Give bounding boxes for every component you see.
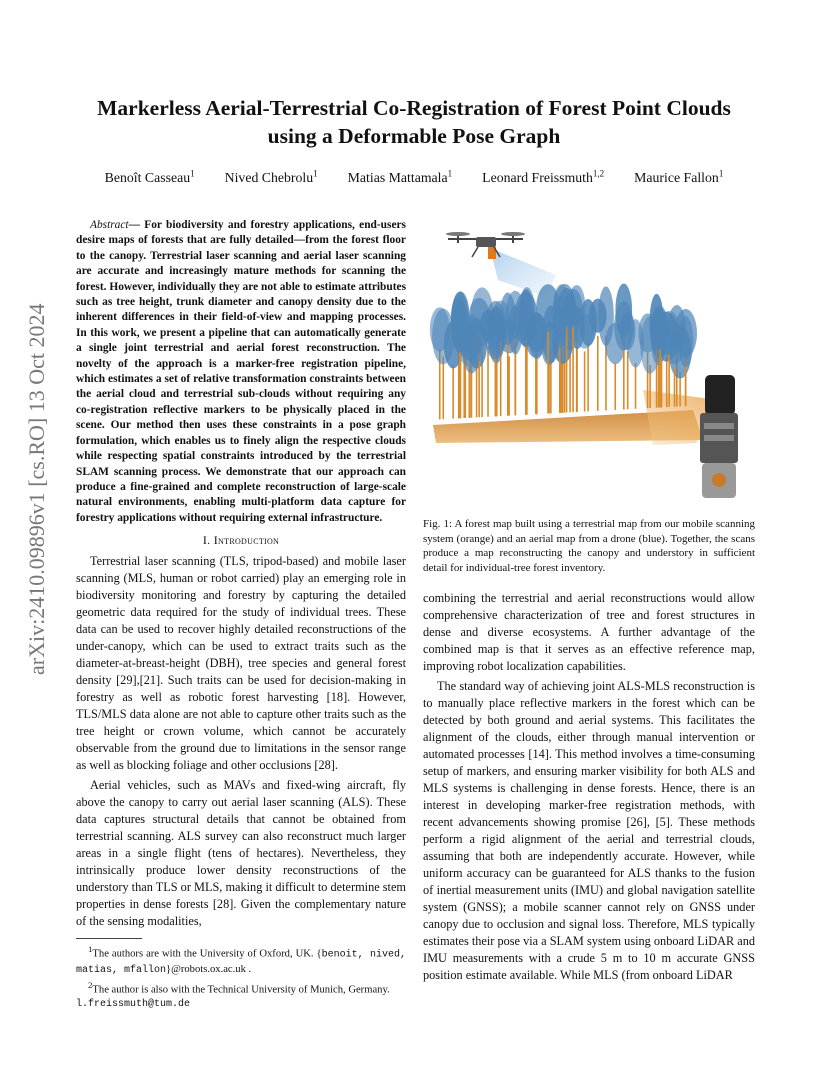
paragraph: Aerial vehicles, such as MAVs and fixed-wing aircraft, fly above the canopy to carry out aerial laser scanning (ALS). These data captures structural details that cannot be obtained from terrestrial scanning. ALS survey can also reconstruct much larger areas in a single flight (tens of hectares). Nevertheless, they intrinsically produce lower density reconstructions of the understory than TLS or MLS, making it difficult to determine stem properties in dense forests [28]. Given the complementary nature of the sensing modalities, [76,778,406,928]
tree-canopy [575,314,594,349]
section-heading: I. Introduction [202,533,280,547]
arxiv-stamp [12,280,52,680]
tree-canopy [508,305,523,355]
mobile-scanner-icon [700,375,738,498]
tree-canopy [484,301,507,360]
footnote-1: $^1$The authors are with the University of Oxford, UK. {benoit, nived, matias, mfallon}@robots.ox.ac.uk . [76,944,407,976]
figure-forest-map [428,215,758,510]
footnote-2: $^2$The author is also with the Technical University of Munich, Germany. [88,979,390,996]
tree-canopy [640,316,660,374]
abstract-text: — For biodiversity and forestry applications, end-users desire maps of forests that are fully detailed—from the forest floor to the canopy. Terrestrial laser scanning and aerial laser scanning are accurate and increasingly mature methods for scanning the forest. However, individually they are not able to estimate attributes such as tree height, trunk diameter and canopy density due to the inherent differences in their field-of-view and mapping processes. In this work, we present a pipeline that can automatically generate a single joint terrestrial and aerial forest reconstruction. The novelty of the approach is a marker-free registration pipeline, which estimates a set of relative transformation constraints between the aerial cloud and terrestrial sub-clouds without requiring any co-registration reflective markers to be physically placed in the scene. Our method then uses these constraints in a pose graph formulation, which enables us to finely align the respective clouds while respecting spatial constraints introduced by the terrestrial SLAM scanning process. We demonstrate that our approach can produce a fine-grained and complete reconstruction of large-scale natural environments, enabling multi-platform data capture for forestry applications without requiring external infrastructure. [76,219,406,524]
abstract [76,218,406,526]
footnote-rule [76,938,142,939]
paper-title [60,94,768,150]
title-line-2: using a Deformable Pose Graph [267,124,561,148]
arxiv-id: arXiv:2410.09896v1 [cs.RO] 13 Oct 2024 [24,303,49,675]
intro-right-column [423,590,755,987]
author: Benoît Casseau$^1$ [104,168,195,185]
author: Maurice Fallon$^1$ [634,168,724,185]
figure-caption: Fig. 1: A forest map built using a terrestrial map from our mobile scanning system (orange) and an aerial map from a drone (blue). Together, the scans produce a map reconstructing the canopy and understory in sufficient detail for individual-tree forest inventory. [423,518,755,574]
tree-canopy [553,299,567,348]
tree-canopy [614,302,633,351]
tree-canopy [451,302,469,353]
paragraph: combining the terrestrial and aerial reconstructions would allow comprehensive characterization of tree and forest structures in dense and diverse ecosystems. A further advantage of the combined map is that it serves as an effective reference map, improving robot localization capabilities. [423,591,755,673]
abstract-label: Abstract [90,219,129,231]
forest-map-image [428,215,758,510]
author: Leonard Freissmuth$^{1,2}$ [482,168,605,185]
intro-left-column [76,553,406,933]
author: Matias Mattamala$^1$ [347,168,453,185]
footnote-2-email: l.freissmuth@tum.de [76,999,191,1011]
author-list [60,170,768,186]
author: Nived Chebrolu$^1$ [224,168,318,185]
footnotes [76,942,406,1012]
title-line-1: Markerless Aerial-Terrestrial Co-Registration of Forest Point Clouds [97,96,731,120]
forest-point-cloud [430,284,697,420]
paragraph: Terrestrial laser scanning (TLS, tripod-based) and mobile laser scanning (MLS, human or robot carried) play an emerging role in biodiversity monitoring and forestry by capturing the detailed geometric data required for the study of individual trees. These data can be used to recover highly detailed reconstructions of the under-canopy, which can be used to extract traits such as the diameter-at-breast-height (DBH), tree species and general forest density [29],[21]. Such traits can be used for decision-making in forestry as well as robotic forest harvesting [18]. However, TLS/MLS data alone are not able to capture other traits such as the tree height or crown volume, which cannot be accurately observable from the ground due to limitations in the sensor range as well as blocking foliage and other occlusions [28]. [76,554,406,772]
drone-icon [446,232,525,259]
paragraph: The standard way of achieving joint ALS-MLS reconstruction is to manually place reflective markers in the forest which can be detected by both ground and aerial systems. This facilitates the alignment of the clouds, either through manual intervention or automated processes [14]. This method involves a time-consuming setup of markers, and ensuring marker visibility for both ALS and MLS systems is challenging in dense forests. Hence, there is an interest in developing marker-free registration methods, with recent advancements showing promise [26], [5]. These methods perform a rigid alignment of the aerial and terrestrial clouds, assuming that both are independently accurate. However, while uniform accuracy can be guaranteed for ALS thanks to the fusion of inertial measurement units (IMU) and global navigation satellite system (GNSS); a mobile scanner cannot rely on GNSS under canopy due to occlusion and signal loss. Therefore, MLS typically estimates their pose via a SLAM system using onboard LiDAR and IMU measurements with a crude 5 m to 10 m accurate GNSS position estimate available. While MLS (from onboard LiDAR [423,679,755,982]
